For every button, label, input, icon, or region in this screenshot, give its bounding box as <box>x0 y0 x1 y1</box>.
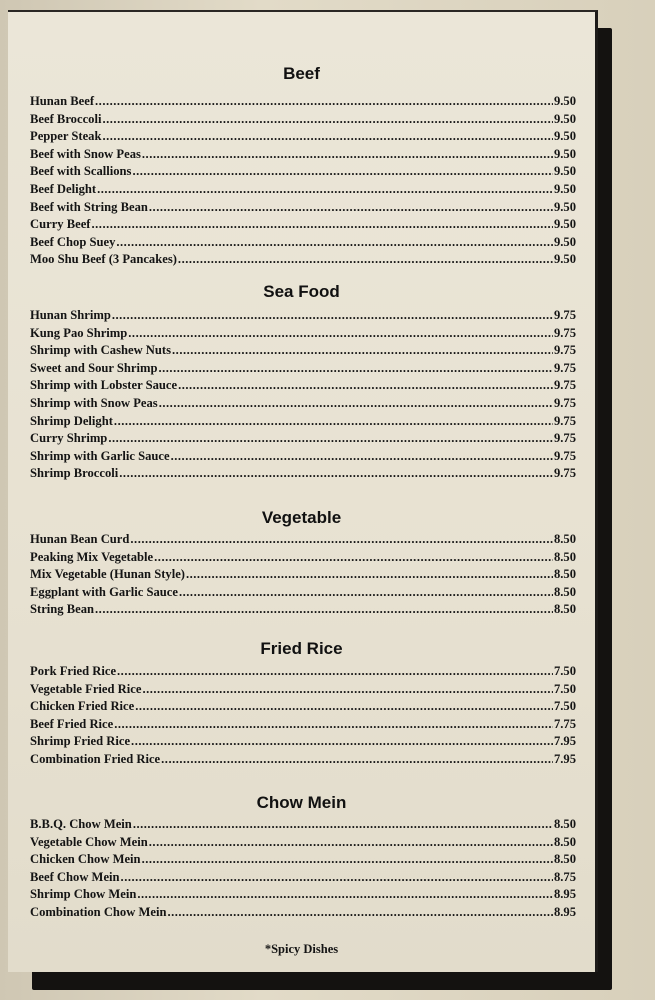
menu-item <box>30 602 576 620</box>
menu-item <box>30 200 576 218</box>
dot-leader <box>102 129 552 144</box>
dot-leader <box>179 585 553 600</box>
menu-item-price: 9.50 <box>553 111 576 126</box>
dot-leader <box>95 94 553 109</box>
menu-item-price: 9.75 <box>553 466 576 481</box>
menu-item-price: 7.50 <box>553 699 576 714</box>
menu-item-name: Peaking Mix Vegetable <box>30 549 154 564</box>
menu-item-name: Curry Shrimp <box>30 431 108 446</box>
menu-item-name: Hunan Shrimp <box>30 308 111 322</box>
menu-item-name: Shrimp Fried Rice <box>30 734 131 749</box>
dot-leader <box>178 252 553 267</box>
menu-item-price: 9.50 <box>553 146 576 161</box>
dot-leader <box>121 870 553 885</box>
menu-item-price: 7.95 <box>553 751 576 766</box>
menu-item-price: 8.50 <box>553 549 576 564</box>
section-title-sea-food: Sea Food <box>263 282 340 301</box>
dot-leader <box>178 378 553 393</box>
dot-leader <box>97 182 553 197</box>
menu-item-price: 9.50 <box>553 234 576 249</box>
menu-item <box>30 308 576 326</box>
section-beef-items <box>30 94 576 270</box>
section-sea-food-items <box>30 308 576 484</box>
dot-leader <box>167 905 553 920</box>
menu-item <box>30 147 576 165</box>
menu-item-name: Kung Pao Shrimp <box>30 325 128 340</box>
dot-leader <box>131 734 553 749</box>
menu-item <box>30 699 576 717</box>
menu-item <box>30 235 576 253</box>
menu-item <box>30 734 576 752</box>
menu-item <box>30 887 576 905</box>
menu-item <box>30 817 576 835</box>
menu-item-name: Eggplant with Garlic Sauce <box>30 584 178 599</box>
menu-item-price: 7.75 <box>553 716 576 731</box>
menu-item-price: 9.50 <box>553 129 576 144</box>
menu-item <box>30 532 576 550</box>
menu-item-name: Beef Fried Rice <box>30 716 114 731</box>
dot-leader <box>117 664 553 679</box>
menu-item-name: Beef Broccoli <box>30 111 102 126</box>
menu-item <box>30 217 576 235</box>
dot-leader <box>154 550 553 565</box>
menu-item-name: Shrimp Broccoli <box>30 466 119 481</box>
menu-item-name: Shrimp with Snow Peas <box>30 395 158 410</box>
dot-leader <box>159 396 553 411</box>
menu-item <box>30 664 576 682</box>
menu-item <box>30 567 576 585</box>
section-chow-mein-items <box>30 817 576 923</box>
menu-page <box>8 10 598 972</box>
section-fried-rice-items <box>30 664 576 770</box>
menu-item <box>30 94 576 112</box>
dot-leader <box>171 449 553 464</box>
dot-leader <box>158 361 552 376</box>
spicy-dishes-note: *Spicy Dishes <box>264 942 339 956</box>
menu-item-name: Beef Chop Suey <box>30 234 116 249</box>
dot-leader <box>142 852 553 867</box>
menu-item-name: Sweet and Sour Shrimp <box>30 360 158 375</box>
menu-item-price: 9.75 <box>553 378 576 393</box>
menu-item-price: 9.50 <box>553 164 576 179</box>
menu-item-name: Beef with String Bean <box>30 199 148 214</box>
menu-item <box>30 870 576 888</box>
menu-item-name: Beef with Snow Peas <box>30 146 141 161</box>
menu-item <box>30 449 576 467</box>
menu-item-name: Pork Fried Rice <box>30 664 117 678</box>
menu-item-price: 9.50 <box>553 252 576 267</box>
dot-leader <box>172 343 553 358</box>
menu-item <box>30 550 576 568</box>
menu-item <box>30 343 576 361</box>
menu-item-name: Beef with Scallions <box>30 164 132 179</box>
menu-item-price: 8.50 <box>553 567 576 582</box>
menu-item-price: 8.95 <box>553 887 576 902</box>
dot-leader <box>116 235 553 250</box>
dot-leader <box>133 817 553 832</box>
menu-item-name: Chicken Fried Rice <box>30 699 135 714</box>
dot-leader <box>102 112 552 127</box>
menu-item <box>30 182 576 200</box>
menu-item-price: 8.50 <box>553 602 576 617</box>
menu-item-price: 8.75 <box>553 869 576 884</box>
menu-item-price: 9.75 <box>553 325 576 340</box>
menu-item <box>30 717 576 735</box>
dot-leader <box>114 717 553 732</box>
menu-item-price: 9.75 <box>553 431 576 446</box>
dot-leader <box>132 164 553 179</box>
section-vegetable-items <box>30 532 576 620</box>
menu-item-name: Chicken Chow Mein <box>30 852 141 867</box>
menu-item-price: 9.75 <box>553 343 576 358</box>
menu-item-price: 8.95 <box>553 904 576 919</box>
menu-item <box>30 361 576 379</box>
menu-item-price: 9.75 <box>553 413 576 428</box>
menu-item <box>30 852 576 870</box>
dot-leader <box>108 431 553 446</box>
menu-item-name: Shrimp Chow Mein <box>30 887 137 902</box>
dot-leader <box>142 147 553 162</box>
dot-leader <box>137 887 553 902</box>
menu-item-name: Shrimp with Cashew Nuts <box>30 343 172 358</box>
menu-item <box>30 431 576 449</box>
menu-item-name: Curry Beef <box>30 217 91 232</box>
menu-item <box>30 378 576 396</box>
menu-item-name: Vegetable Chow Mein <box>30 834 148 849</box>
menu-item <box>30 129 576 147</box>
menu-item <box>30 835 576 853</box>
menu-item <box>30 585 576 603</box>
dot-leader <box>149 835 553 850</box>
dot-leader <box>95 602 553 617</box>
menu-item-name: Shrimp with Garlic Sauce <box>30 448 170 463</box>
menu-item-name: Combination Fried Rice <box>30 751 161 766</box>
menu-item-price: 9.75 <box>553 448 576 463</box>
menu-item-price: 9.75 <box>553 360 576 375</box>
menu-item-name: Hunan Beef <box>30 94 95 108</box>
menu-item-name: B.B.Q. Chow Mein <box>30 817 132 831</box>
dot-leader <box>114 414 553 429</box>
menu-item-price: 8.50 <box>553 834 576 849</box>
menu-item-name: Mix Vegetable (Hunan Style) <box>30 567 185 582</box>
menu-item <box>30 905 576 923</box>
section-title-chow-mein: Chow Mein <box>256 793 347 812</box>
menu-item <box>30 414 576 432</box>
dot-leader <box>142 682 553 697</box>
menu-item-name: Shrimp with Lobster Sauce <box>30 378 178 393</box>
menu-item <box>30 252 576 270</box>
section-title-fried-rice: Fried Rice <box>260 639 343 658</box>
menu-item-price: 9.50 <box>553 199 576 214</box>
menu-item-price: 9.75 <box>553 395 576 410</box>
dot-leader <box>92 217 553 232</box>
dot-leader <box>149 200 553 215</box>
menu-item-name: Beef Delight <box>30 181 97 196</box>
menu-item <box>30 326 576 344</box>
menu-item <box>30 164 576 182</box>
dot-leader <box>161 752 553 767</box>
menu-item <box>30 682 576 700</box>
menu-item <box>30 112 576 130</box>
menu-item-name: Combination Chow Mein <box>30 904 167 919</box>
dot-leader <box>112 308 553 323</box>
menu-item-price: 7.50 <box>553 664 576 678</box>
menu-item-price: 8.50 <box>553 817 576 831</box>
menu-item-price: 9.50 <box>553 181 576 196</box>
menu-item-price: 9.50 <box>553 94 576 108</box>
menu-item-price: 7.95 <box>553 734 576 749</box>
menu-item-name: Shrimp Delight <box>30 413 113 428</box>
menu-item-price: 8.50 <box>553 852 576 867</box>
menu-item-name: String Bean <box>30 602 95 617</box>
menu-item-price: 8.50 <box>553 584 576 599</box>
section-title-beef: Beef <box>283 64 320 83</box>
dot-leader <box>128 326 553 341</box>
menu-item-price: 9.75 <box>553 308 576 322</box>
menu-item-name: Beef Chow Mein <box>30 869 120 884</box>
dot-leader <box>135 699 553 714</box>
menu-item-price: 8.50 <box>553 532 576 546</box>
menu-item-price: 9.50 <box>553 217 576 232</box>
menu-item <box>30 752 576 770</box>
menu-item-name: Vegetable Fried Rice <box>30 681 142 696</box>
dot-leader <box>119 466 553 481</box>
menu-item-price: 7.50 <box>553 681 576 696</box>
dot-leader <box>186 567 553 582</box>
section-title-vegetable: Vegetable <box>261 508 342 527</box>
dot-leader <box>130 532 553 547</box>
menu-item-name: Hunan Bean Curd <box>30 532 130 546</box>
menu-item-name: Pepper Steak <box>30 129 102 144</box>
menu-item <box>30 466 576 484</box>
menu-item <box>30 396 576 414</box>
menu-item-name: Moo Shu Beef (3 Pancakes) <box>30 252 177 267</box>
